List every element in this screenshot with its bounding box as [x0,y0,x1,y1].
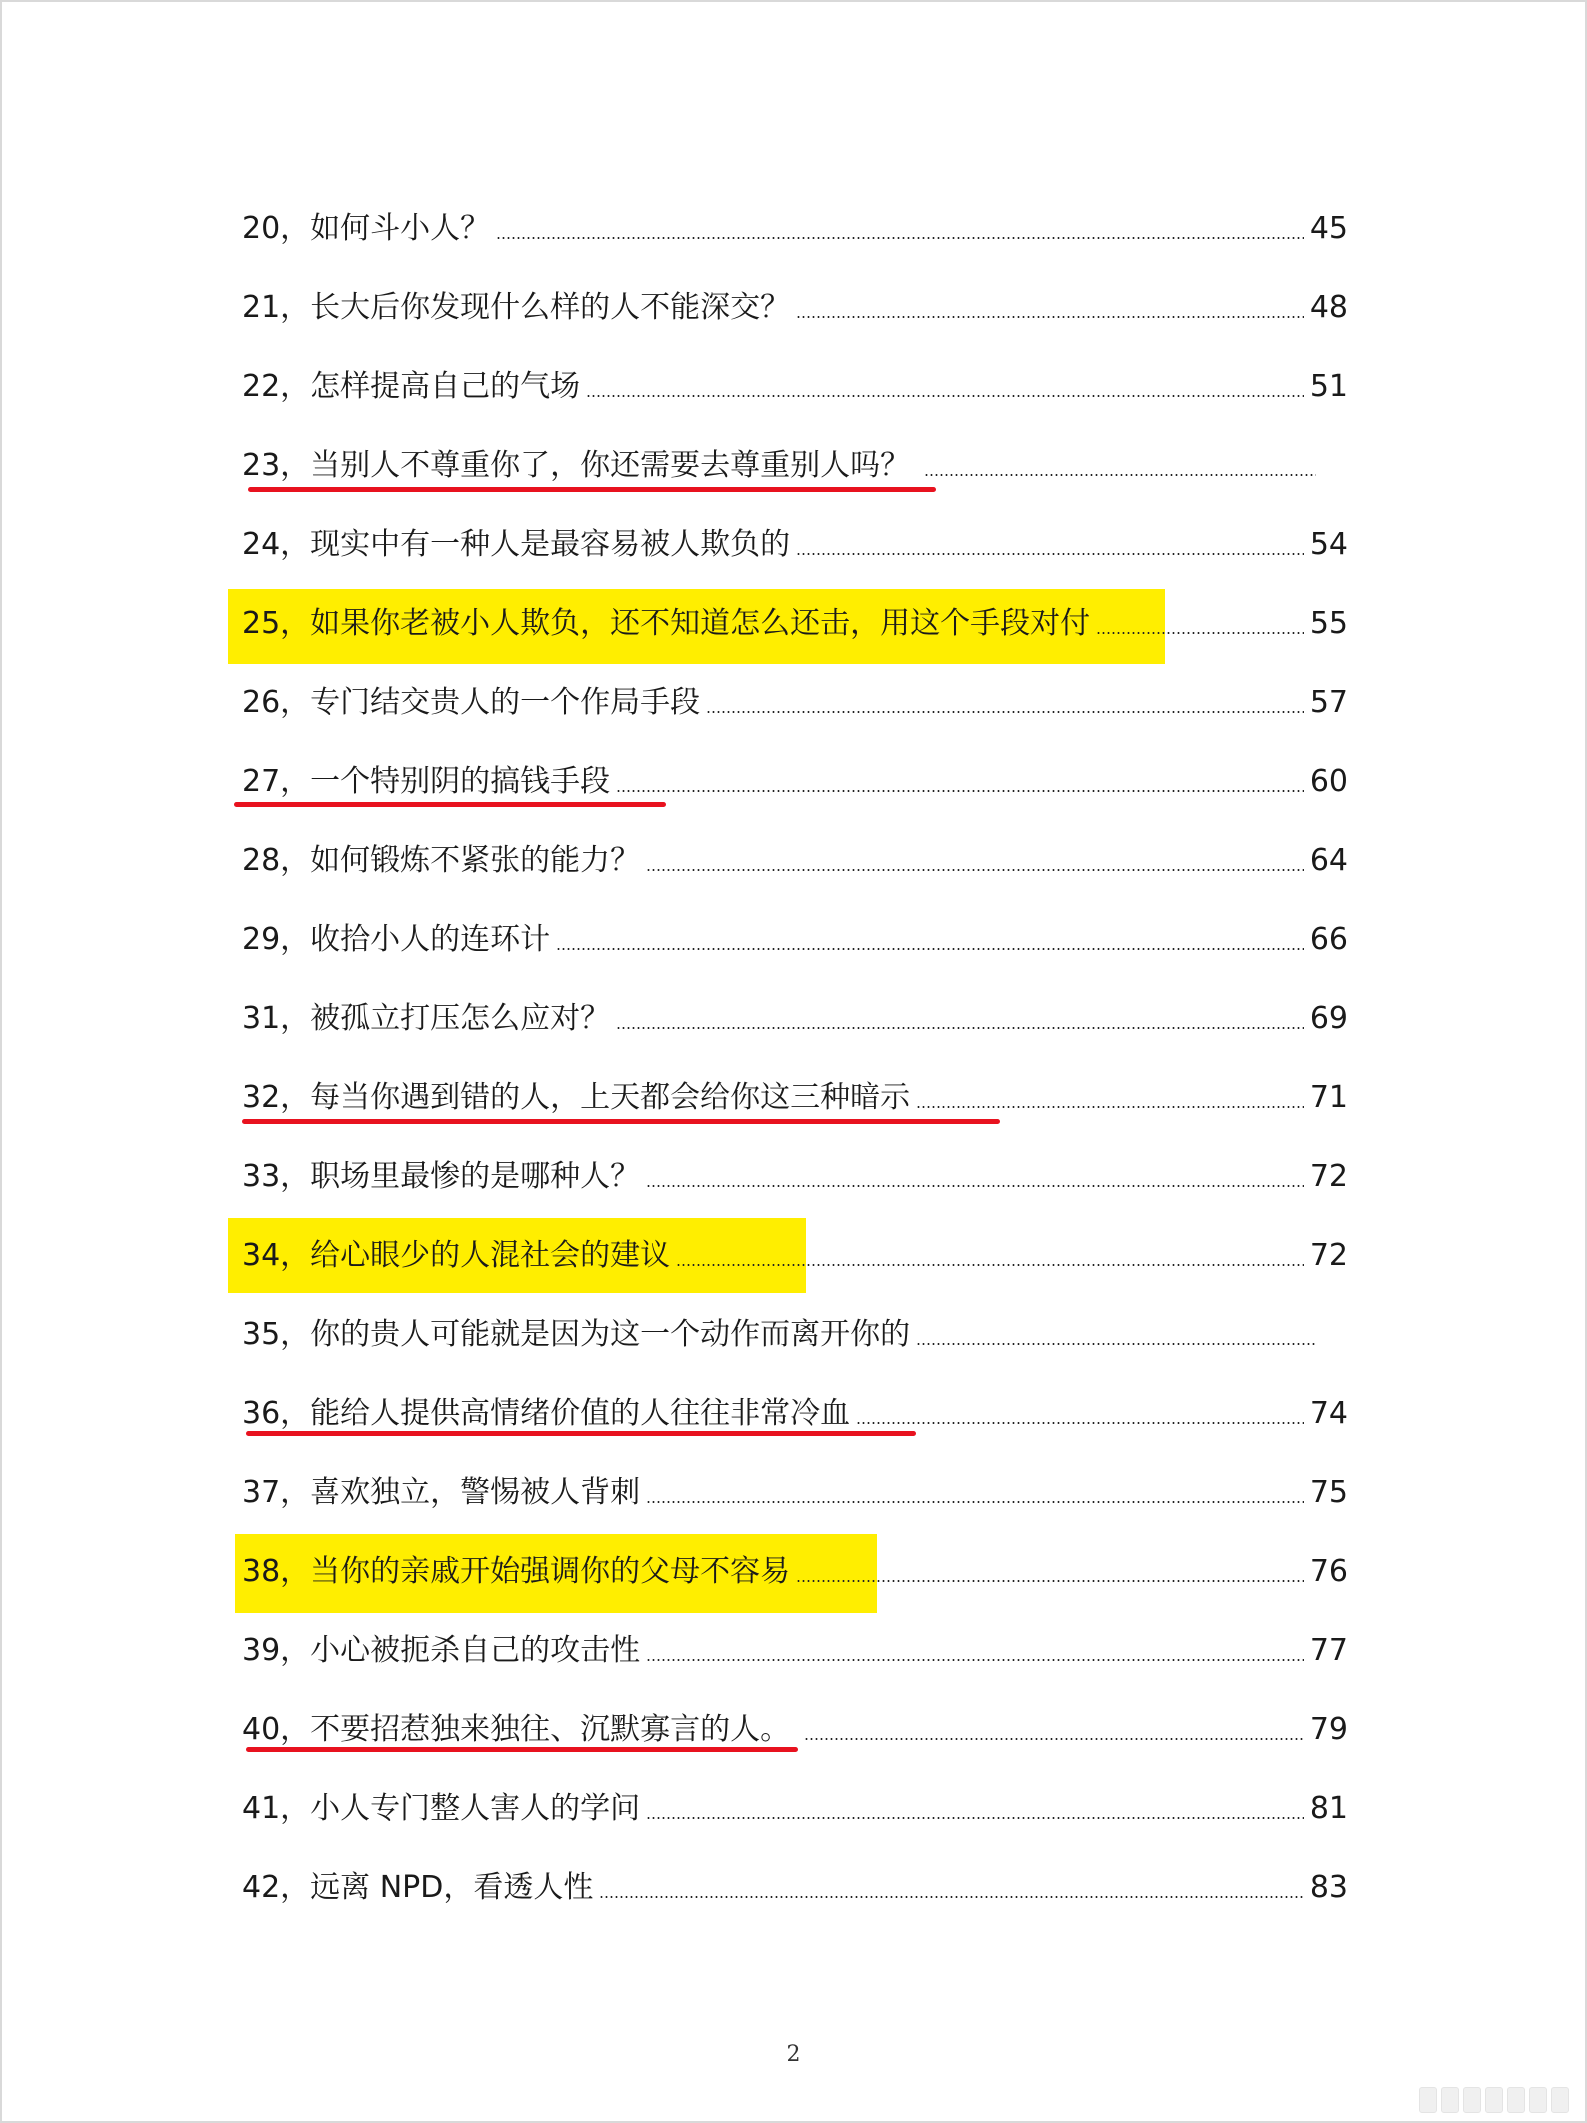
toc-entry-title: 36，能给人提供高情绪价值的人往往非常冷血 [242,1396,851,1431]
dot-leader [646,1185,1304,1187]
toc-entry-page: 71 [1309,1080,1348,1115]
dot-leader [646,869,1304,871]
toc-entry-title: 21，长大后你发现什么样的人不能深交？ [242,290,791,325]
toc-entry-page: 54 [1309,527,1348,562]
toc-entry-title: 42，远离 NPD，看透人性 [242,1870,594,1905]
toc-entry-title: 29，收拾小人的连环计 [242,922,551,957]
toc-entry-page: 76 [1309,1554,1348,1589]
dot-leader [586,395,1304,397]
toc-entry-page: 60 [1309,764,1348,799]
toc-entry[interactable] [242,1621,1348,1681]
underline-36 [246,1431,916,1436]
toc-entry[interactable] [242,278,1348,338]
toc-entry[interactable] [242,1147,1348,1207]
toc-entry-title: 32，每当你遇到错的人，上天都会给你这三种暗示 [242,1080,911,1115]
toc-entry-page: 79 [1309,1712,1348,1747]
toc-entry-page: 55 [1309,606,1348,641]
underline-23 [248,487,936,492]
toc-entry-page: 45 [1309,211,1348,246]
table-of-contents [2,2,1585,2121]
toc-entry-page: 51 [1309,369,1348,404]
dot-leader [804,1738,1304,1740]
toc-entry-title: 38，当你的亲戚开始强调你的父母不容易 [242,1554,791,1589]
toc-entry-page: 57 [1309,685,1348,720]
underline-40 [246,1747,798,1752]
toc-entry[interactable] [242,989,1348,1049]
toc-entry-title: 27，一个特别阴的搞钱手段 [242,764,611,799]
toc-entry-title: 28，如何锻炼不紧张的能力？ [242,843,641,878]
toc-entry[interactable] [242,910,1348,970]
dot-leader [616,790,1304,792]
dot-leader [796,553,1304,555]
dot-leader [496,237,1304,239]
toc-entry-page: 69 [1309,1001,1348,1036]
dot-leader [646,1817,1304,1819]
toc-entry-page: 81 [1309,1791,1348,1826]
dot-leader [796,1580,1304,1582]
dot-leader [916,1343,1316,1345]
dot-leader [616,1027,1304,1029]
dot-leader [556,948,1304,950]
toc-entry[interactable] [242,1305,1322,1365]
toc-entry[interactable] [242,515,1348,575]
toc-entry-page: 64 [1309,843,1348,878]
toc-entry-title: 39，小心被扼杀自己的攻击性 [242,1633,641,1668]
grid-watermark-icon [1419,2087,1569,2113]
toc-entry-title: 31，被孤立打压怎么应对？ [242,1001,611,1036]
toc-entry-page: 83 [1309,1870,1348,1905]
toc-entry-page: 48 [1309,290,1348,325]
dot-leader [706,711,1304,713]
toc-entry-title: 20，如何斗小人？ [242,211,491,246]
toc-entry-page: 72 [1309,1159,1348,1194]
toc-entry-title: 26，专门结交贵人的一个作局手段 [242,685,701,720]
toc-entry[interactable] [242,1463,1348,1523]
toc-entry-page: 75 [1309,1475,1348,1510]
underline-27 [234,802,666,807]
dot-leader [796,316,1304,318]
dot-leader [599,1896,1303,1898]
toc-entry-title: 33，职场里最惨的是哪种人？ [242,1159,641,1194]
toc-entry-title: 23，当别人不尊重你了，你还需要去尊重别人吗？ [242,448,911,483]
toc-entry-page: 74 [1309,1396,1348,1431]
toc-entry-title: 35，你的贵人可能就是因为这一个动作而离开你的 [242,1317,911,1352]
dot-leader [916,1106,1304,1108]
dot-leader [646,1659,1304,1661]
toc-entry[interactable] [242,357,1348,417]
dot-leader [856,1422,1304,1424]
toc-entry[interactable] [242,1779,1348,1839]
dot-leader [1096,632,1304,634]
toc-entry-title: 37，喜欢独立，警惕被人背刺 [242,1475,641,1510]
toc-entry-title: 25，如果你老被小人欺负，还不知道怎么还击，用这个手段对付 [242,606,1091,641]
toc-entry-title: 41，小人专门整人害人的学问 [242,1791,641,1826]
toc-entry[interactable] [242,1858,1348,1918]
page-number: 2 [786,2042,801,2067]
toc-entry-title: 24，现实中有一种人是最容易被人欺负的 [242,527,791,562]
toc-entry[interactable] [242,594,1348,654]
toc-entry-title: 40，不要招惹独来独往、沉默寡言的人。 [242,1712,791,1747]
toc-entry-title: 34，给心眼少的人混社会的建议 [242,1238,671,1273]
toc-entry-page: 77 [1309,1633,1348,1668]
toc-entry-title: 22，怎样提高自己的气场 [242,369,581,404]
underline-32 [242,1119,1000,1124]
toc-entry[interactable] [242,673,1348,733]
dot-leader [646,1501,1304,1503]
toc-entry-page: 72 [1309,1238,1348,1273]
dot-leader [676,1264,1304,1266]
toc-entry[interactable] [242,831,1348,891]
toc-entry[interactable] [242,199,1348,259]
dot-leader [924,474,1316,476]
toc-entry-page: 66 [1309,922,1348,957]
